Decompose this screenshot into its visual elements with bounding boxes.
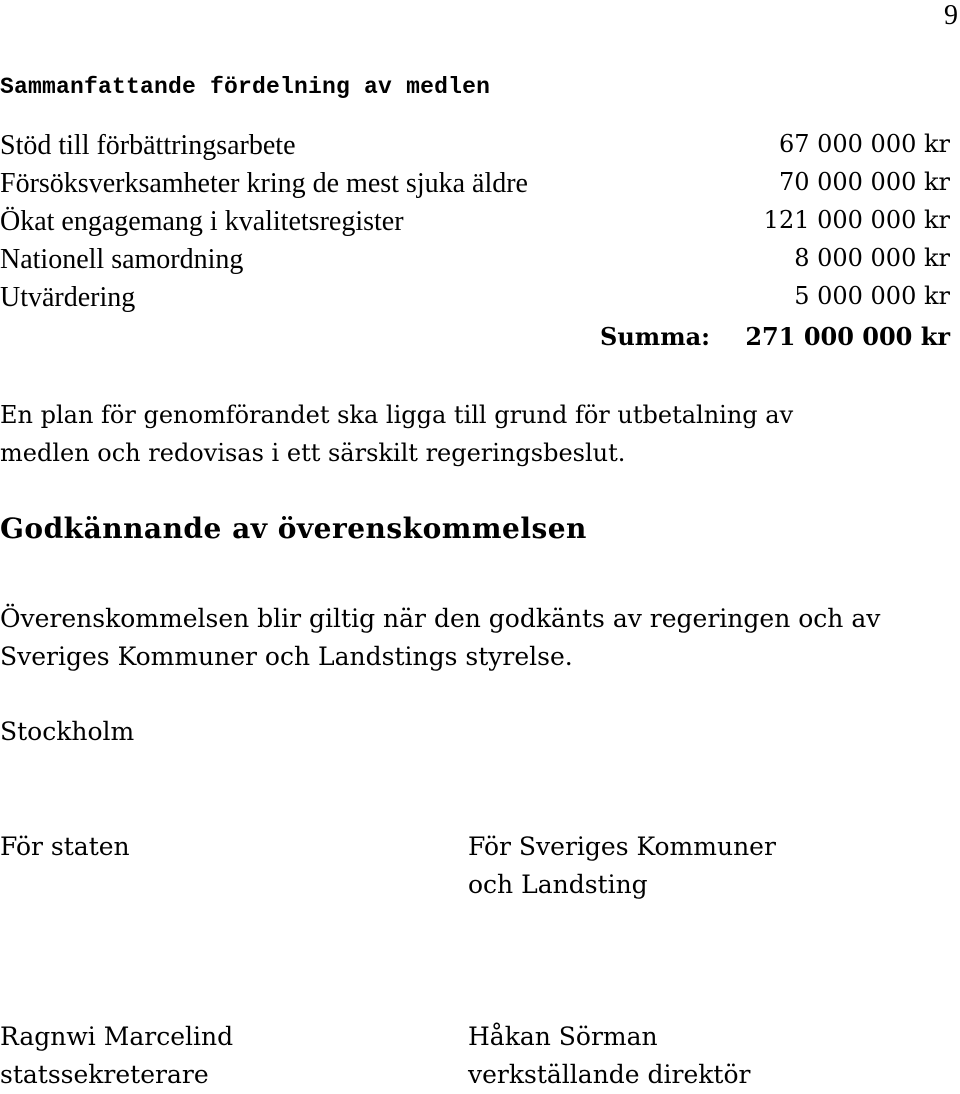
allocation-amount: 67 000 000 kr xyxy=(778,130,950,158)
allocation-label: Ökat engagemang i kvalitetsregister xyxy=(0,206,404,237)
approval-paragraph-line: Sveriges Kommuner och Landstings styrelse. xyxy=(0,642,573,671)
allocation-amount: 8 000 000 kr xyxy=(794,244,950,272)
allocation-amount: 5 000 000 kr xyxy=(794,282,950,310)
signatory-right-name: Håkan Sörman xyxy=(468,1022,658,1051)
allocation-row xyxy=(0,282,960,320)
allocation-row xyxy=(0,130,960,168)
allocation-label: Utvärdering xyxy=(0,282,136,313)
allocation-label: Stöd till förbättringsarbete xyxy=(0,130,296,161)
signatory-left-title: statssekreterare xyxy=(0,1060,209,1089)
sum-amount: 271 000 000 kr xyxy=(745,322,950,351)
allocation-label: Försöksverksamheter kring de mest sjuka äldre xyxy=(0,168,528,199)
allocation-label: Nationell samordning xyxy=(0,244,244,275)
allocation-row xyxy=(0,206,960,244)
signatory-right-for-line: För Sveriges Kommuner xyxy=(468,832,776,861)
plan-paragraph-line: medlen och redovisas i ett särskilt regeringsbeslut. xyxy=(0,439,626,467)
summary-title: Sammanfattande fördelning av medlen xyxy=(0,74,491,100)
approval-paragraph-line: Överenskommelsen blir giltig när den godkänts av regeringen och av xyxy=(0,604,881,633)
allocation-table xyxy=(0,130,960,320)
signatory-right-for xyxy=(468,828,776,904)
approval-heading: Godkännande av överenskommelsen xyxy=(0,512,587,545)
signatory-left-for: För staten xyxy=(0,832,130,861)
allocation-row xyxy=(0,168,960,206)
signatory-right-for-line: och Landsting xyxy=(468,870,648,899)
sum-row xyxy=(0,322,960,362)
signatory-right xyxy=(468,1018,750,1094)
allocation-amount: 121 000 000 kr xyxy=(763,206,950,234)
signatory-right-title: verkställande direktör xyxy=(468,1060,751,1089)
page-number: 9 xyxy=(944,0,958,31)
approval-paragraph xyxy=(0,600,955,676)
place: Stockholm xyxy=(0,717,135,746)
plan-paragraph xyxy=(0,396,950,472)
plan-paragraph-line: En plan för genomförandet ska ligga till grund för utbetalning av xyxy=(0,401,794,429)
sum-label: Summa: xyxy=(600,322,710,351)
signatory-left xyxy=(0,1018,233,1094)
allocation-row xyxy=(0,244,960,282)
signatory-left-name: Ragnwi Marcelind xyxy=(0,1022,234,1051)
allocation-amount: 70 000 000 kr xyxy=(778,168,950,196)
